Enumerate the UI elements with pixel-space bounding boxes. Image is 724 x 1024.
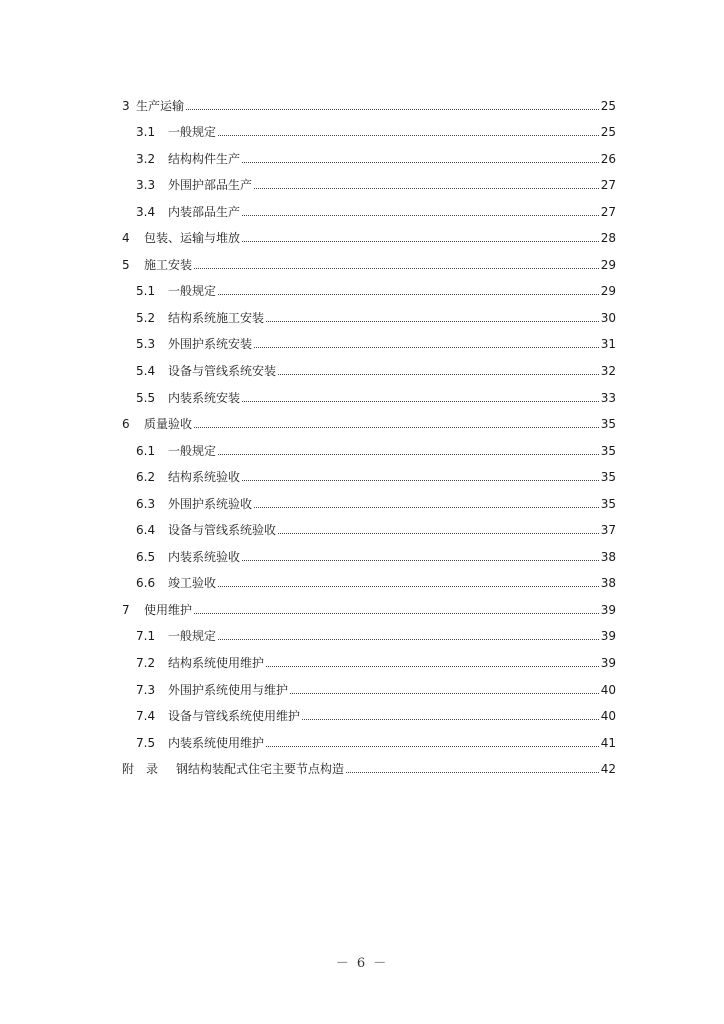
toc-entry[interactable] [122,484,616,511]
toc-entry-title: 一般规定 [168,125,217,140]
toc-entry[interactable] [122,378,616,405]
toc-entry-number: 6.5 [136,549,156,564]
dot-leader [194,613,599,614]
toc-entry-page: 41 [600,735,616,750]
toc-entry[interactable] [122,166,616,193]
toc-entry[interactable] [122,723,616,750]
toc-entry-title: 钢结构装配式住宅主要节点构造 [176,762,345,777]
toc-entry-number: 3.3 [136,178,156,193]
toc-entry[interactable] [122,298,616,325]
dot-leader [186,109,599,110]
toc-entry-title: 施工安装 [144,257,193,272]
toc-entry[interactable] [122,564,616,591]
table-of-contents [122,86,616,776]
toc-entry-page: 37 [600,523,616,538]
toc-entry-title: 设备与管线系统使用维护 [168,709,301,724]
toc-entry-title: 内装部品生产 [168,204,241,219]
toc-entry[interactable] [122,670,616,697]
dot-leader [278,374,599,375]
toc-entry-page: 25 [600,125,616,140]
toc-entry-number: 7.4 [136,709,156,724]
toc-entry-number: 6.3 [136,496,156,511]
toc-entry-page: 31 [600,337,616,352]
toc-entry[interactable] [122,405,616,432]
toc-entry-title: 内装系统安装 [168,390,241,405]
dot-leader [242,215,599,216]
toc-entry-title: 结构系统施工安装 [168,310,265,325]
dot-leader [266,666,599,667]
dot-leader [242,560,599,561]
toc-entry[interactable] [122,750,616,777]
toc-entry-page: 39 [600,602,616,617]
dot-leader [242,162,599,163]
toc-entry-page: 29 [600,257,616,272]
toc-entry-title: 使用维护 [144,602,193,617]
toc-entry-page: 40 [600,709,616,724]
toc-entry-page: 28 [600,231,616,246]
toc-entry[interactable] [122,643,616,670]
toc-entry-title: 外围护系统安装 [168,337,253,352]
toc-entry-page: 39 [600,629,616,644]
toc-entry[interactable] [122,590,616,617]
toc-entry[interactable] [122,351,616,378]
dot-leader [254,188,599,189]
toc-entry[interactable] [122,272,616,299]
dot-leader [242,480,599,481]
toc-entry-number: 5.2 [136,310,156,325]
toc-entry-page: 26 [600,151,616,166]
toc-entry[interactable] [122,617,616,644]
toc-entry[interactable] [122,458,616,485]
toc-entry-page: 27 [600,204,616,219]
toc-entry-page: 38 [600,576,616,591]
toc-entry-number: 5.3 [136,337,156,352]
toc-entry[interactable] [122,113,616,140]
toc-entry-number: 7.3 [136,682,156,697]
toc-entry-number: 3 [122,98,130,113]
toc-entry-title: 一般规定 [168,629,217,644]
toc-entry-title: 结构系统使用维护 [168,656,265,671]
toc-entry-number: 6.2 [136,470,156,485]
toc-entry-number: 7 [122,602,130,617]
dot-leader [242,241,599,242]
toc-entry[interactable] [122,219,616,246]
toc-entry-number: 5.1 [136,284,156,299]
toc-entry-title: 生产运输 [136,98,185,113]
toc-entry-page: 35 [600,470,616,485]
toc-entry-title: 一般规定 [168,443,217,458]
toc-entry-number: 附 录 [122,762,159,777]
dot-leader [266,746,599,747]
dot-leader [254,507,599,508]
toc-entry-page: 35 [600,496,616,511]
toc-entry-page: 27 [600,178,616,193]
dot-leader [218,639,599,640]
toc-entry-number: 7.2 [136,656,156,671]
dot-leader [218,135,599,136]
toc-entry-title: 竣工验收 [168,576,217,591]
toc-entry-title: 设备与管线系统安装 [168,364,277,379]
toc-entry[interactable] [122,139,616,166]
dot-leader [278,533,599,534]
dot-leader [346,772,599,773]
toc-entry-title: 结构系统验收 [168,470,241,485]
dot-leader [218,586,599,587]
toc-entry-title: 一般规定 [168,284,217,299]
dot-leader [242,401,599,402]
toc-entry-number: 6.6 [136,576,156,591]
toc-entry-number: 7.5 [136,735,156,750]
toc-entry-page: 40 [600,682,616,697]
toc-entry-number: 3.4 [136,204,156,219]
page-number-footer: － 6 － [335,956,389,971]
toc-entry-page: 35 [600,443,616,458]
toc-entry-number: 5.5 [136,390,156,405]
toc-entry-title: 内装系统验收 [168,549,241,564]
toc-entry-title: 外围护部品生产 [168,178,253,193]
toc-entry-number: 5 [122,257,130,272]
toc-entry[interactable] [122,192,616,219]
toc-entry-number: 3.2 [136,151,156,166]
dot-leader [290,693,599,694]
dot-leader [218,294,599,295]
toc-entry[interactable] [122,86,616,113]
toc-entry[interactable] [122,537,616,564]
toc-entry-number: 6.1 [136,443,156,458]
toc-entry-title: 外围护系统使用与维护 [168,682,289,697]
toc-entry-page: 25 [600,98,616,113]
toc-entry-page: 38 [600,549,616,564]
toc-entry[interactable] [122,511,616,538]
toc-entry[interactable] [122,697,616,724]
toc-entry-title: 外围护系统验收 [168,496,253,511]
toc-entry-number: 5.4 [136,364,156,379]
toc-entry-page: 30 [600,310,616,325]
toc-entry-page: 42 [600,762,616,777]
toc-entry-number: 6 [122,417,130,432]
toc-entry-number: 7.1 [136,629,156,644]
dot-leader [266,321,599,322]
toc-entry-title: 内装系统使用维护 [168,735,265,750]
dot-leader [254,347,599,348]
toc-entry-page: 35 [600,417,616,432]
toc-entry[interactable] [122,245,616,272]
toc-entry[interactable] [122,325,616,352]
toc-entry-page: 33 [600,390,616,405]
dot-leader [194,268,599,269]
toc-entry-title: 设备与管线系统验收 [168,523,277,538]
toc-entry-title: 包装、运输与堆放 [144,231,241,246]
toc-entry-number: 4 [122,231,130,246]
dot-leader [302,719,599,720]
toc-entry-title: 质量验收 [144,417,193,432]
toc-entry-page: 39 [600,656,616,671]
toc-entry-page: 32 [600,364,616,379]
toc-entry-page: 29 [600,284,616,299]
toc-entry-title: 结构构件生产 [168,151,241,166]
toc-entry-number: 6.4 [136,523,156,538]
toc-entry[interactable] [122,431,616,458]
dot-leader [218,454,599,455]
dot-leader [194,427,599,428]
toc-entry-number: 3.1 [136,125,156,140]
